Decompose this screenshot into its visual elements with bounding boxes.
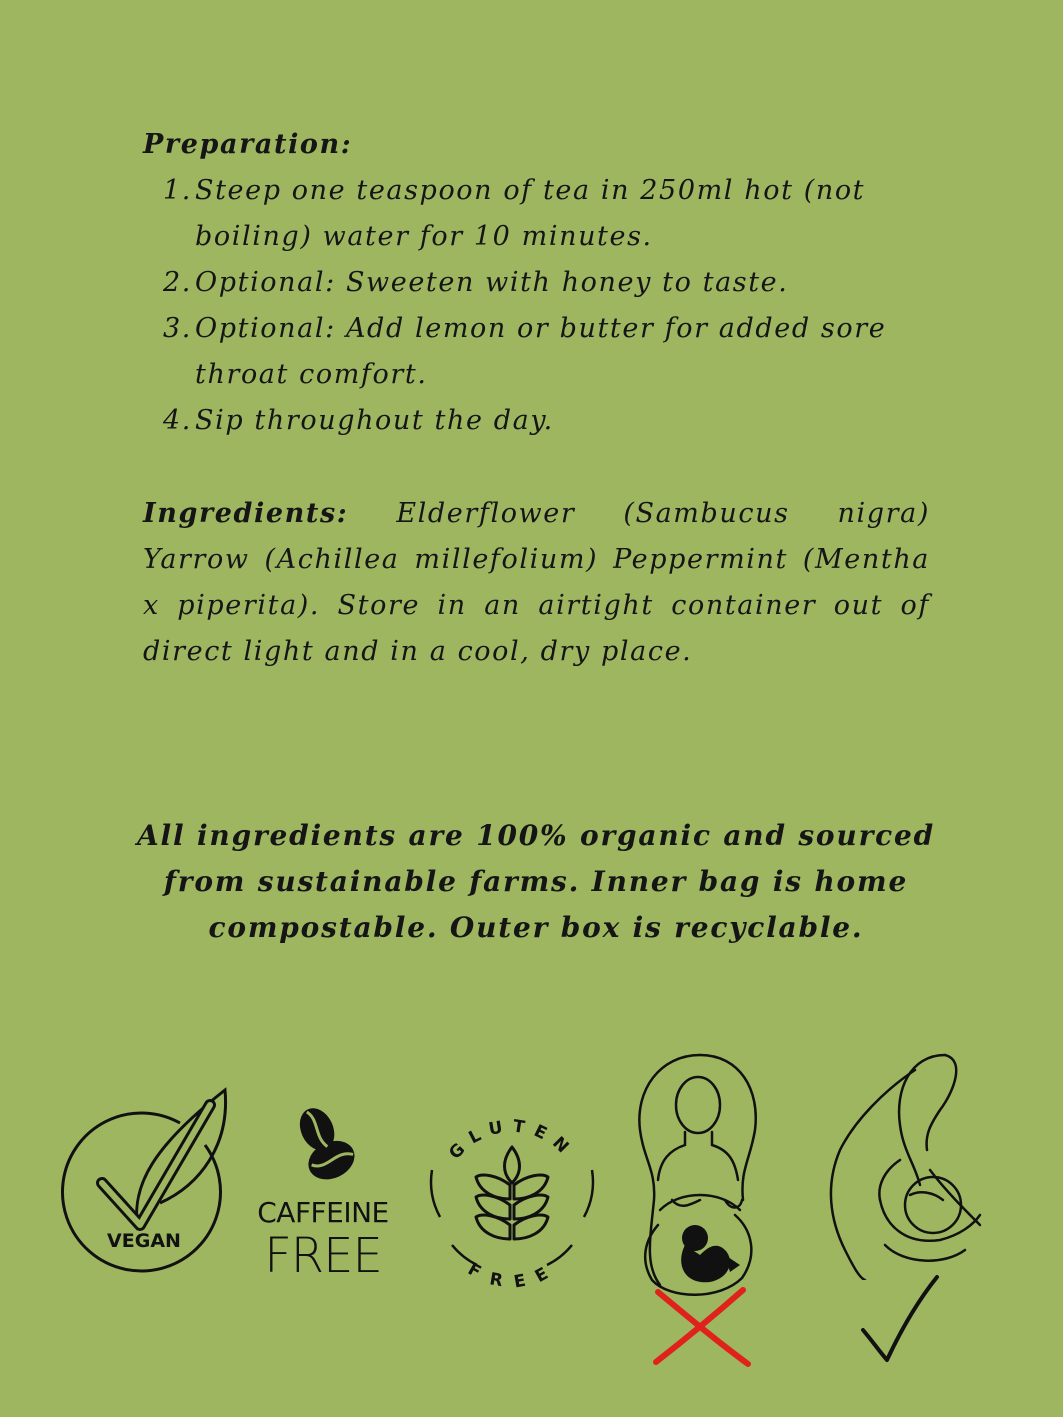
preparation-heading: Preparation:	[143, 129, 353, 160]
list-item	[143, 168, 933, 260]
ingredients-text: Elderflower (Sambucus nigra) Yarrow (Achillea millefolium) Peppermint (Mentha x piperita). Store in an airtight container out of direct light and in a cool, dry place.	[143, 498, 930, 667]
step-text: Optional: Sweeten with honey to taste.	[195, 267, 789, 298]
gluten-free-label: FREE	[464, 1259, 560, 1290]
gluten-free-badge	[422, 1105, 602, 1290]
caffeine-label: CAFFEINE	[257, 1196, 389, 1229]
step-number: 1.	[163, 175, 192, 206]
breastfeeding-woman-icon	[815, 1050, 990, 1280]
step-number: 2.	[163, 267, 192, 298]
step-text: Steep one teaspoon of tea in 250ml hot (not boiling) water for 10 minutes.	[195, 175, 866, 252]
organic-note: All ingredients are 100% organic and sourced from sustainable farms. Inner bag is home compostable. Outer box is recyclable.	[137, 819, 935, 944]
ingredients-heading: Ingredients:	[143, 498, 349, 529]
vegan-badge	[60, 1085, 230, 1280]
step-number: 3.	[163, 313, 192, 344]
pregnancy-badge	[630, 1050, 780, 1365]
coffee-bean-icon	[243, 1100, 403, 1192]
check-icon	[855, 1272, 945, 1367]
caffeine-free-badge	[243, 1100, 403, 1285]
ingredients-section	[143, 491, 930, 675]
list-item	[143, 306, 933, 398]
vegan-leaf-check-icon	[60, 1085, 230, 1280]
vegan-label: VEGAN	[107, 1230, 181, 1252]
free-label: FREE	[264, 1228, 382, 1284]
preparation-section	[143, 122, 933, 444]
step-text: Sip throughout the day.	[195, 405, 554, 436]
list-item	[143, 398, 933, 444]
breastfeeding-badge	[815, 1050, 990, 1365]
wheat-icon	[422, 1105, 602, 1290]
red-cross-icon	[648, 1282, 758, 1372]
step-number: 4.	[163, 405, 192, 436]
preparation-steps	[143, 168, 933, 444]
list-item	[143, 260, 933, 306]
step-text: Optional: Add lemon or butter for added sore throat comfort.	[195, 313, 887, 390]
gluten-label: GLUTEN	[445, 1116, 579, 1164]
